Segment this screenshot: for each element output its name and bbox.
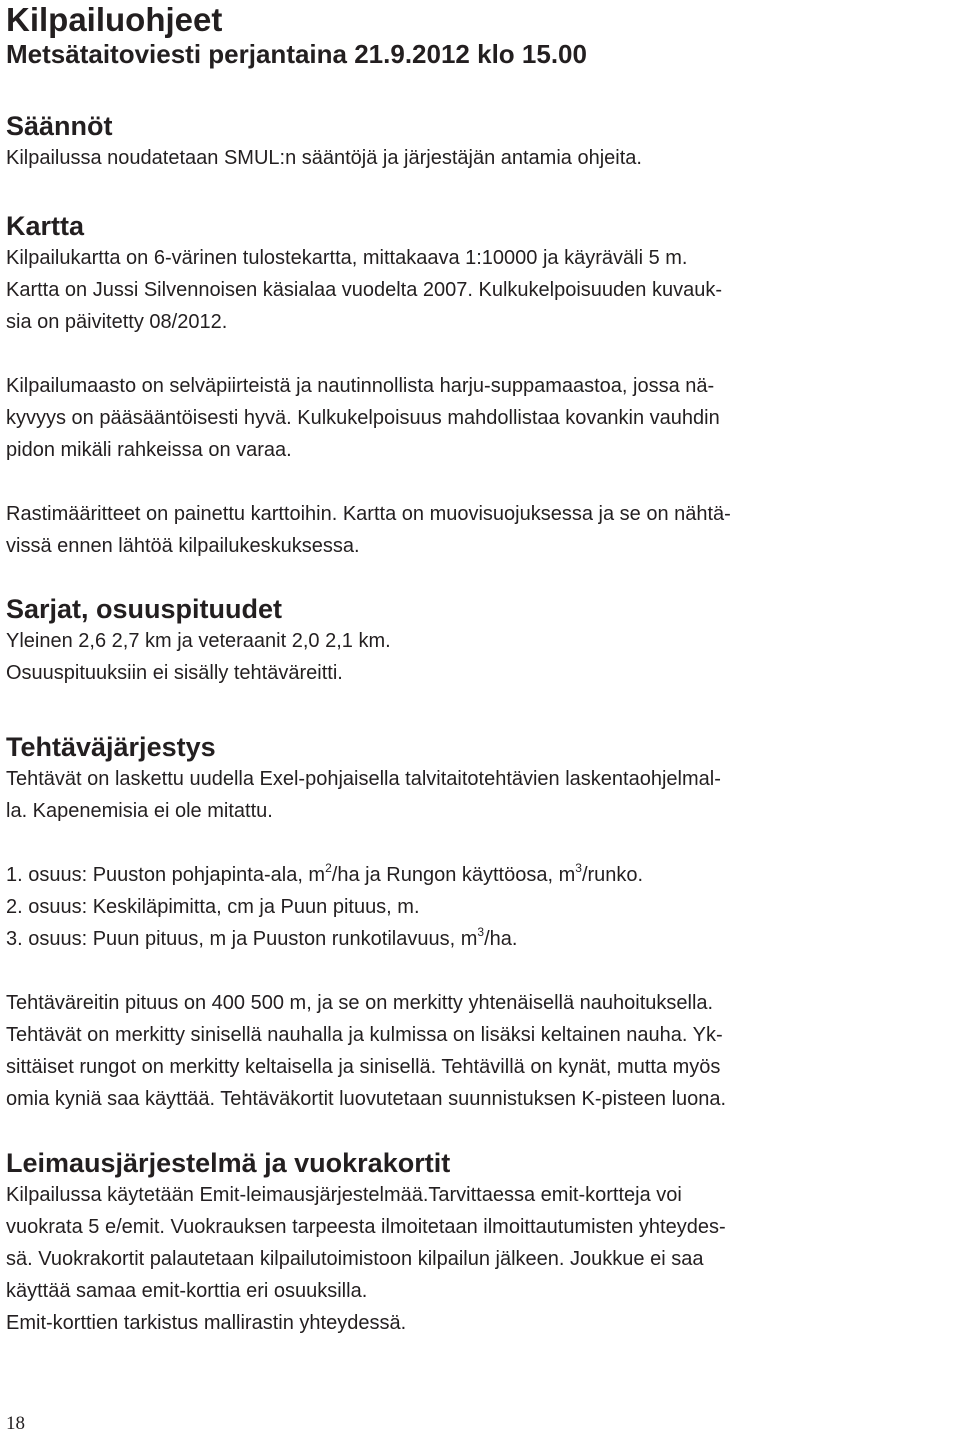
section-saannot xyxy=(6,110,642,174)
text-line: käyttää samaa emit-korttia eri osuuksilla. xyxy=(6,1280,368,1302)
text-line: vissä ennen lähtöä kilpailukeskuksessa. xyxy=(6,535,360,557)
paragraph xyxy=(6,987,726,1115)
paragraph xyxy=(6,498,731,562)
section-tehtava xyxy=(6,731,726,1115)
paragraph xyxy=(6,242,731,338)
task-list xyxy=(6,859,726,955)
text-line: kyvyys on pääsääntöisesti hyvä. Kulkukelpoisuus mahdollistaa kovankin vauhdin xyxy=(6,407,720,429)
text-line: Tehtäväreitin pituus on 400 500 m, ja se on merkitty yhtenäisellä nauhoituksella. xyxy=(6,992,714,1014)
page-title: Kilpailuohjeet xyxy=(6,1,223,38)
text-line: Kilpailukartta on 6-värinen tulostekartta, mittakaava 1:10000 ja käyräväli 5 m. xyxy=(6,247,688,269)
section-sarjat xyxy=(6,593,391,689)
section-heading: Leimausjärjestelmä ja vuokrakortit xyxy=(6,1148,451,1178)
text-line: Tehtävät on laskettu uudella Exel-pohjaisella talvitaitotehtävien laskentaohjelmal- xyxy=(6,768,721,790)
list-item: 1. osuus: Puuston pohjapinta-ala, $m^2/ha$ ja Rungon käyttöosa, $m^3$/runko. xyxy=(6,861,644,886)
text-line: omia kyniä saa käyttää. Tehtäväkortit luovutetaan suunnistuksen K-pisteen luona. xyxy=(6,1088,727,1110)
page-number: 18 xyxy=(6,1413,25,1434)
paragraph xyxy=(6,370,731,466)
section-heading: Säännöt xyxy=(6,111,113,141)
text-line: sia on päivitetty 08/2012. xyxy=(6,311,228,333)
text-line: Kilpailussa noudatetaan SMUL:n sääntöjä ja järjestäjän antamia ohjeita. xyxy=(6,147,642,169)
text-line: pidon mikäli rahkeissa on varaa. xyxy=(6,439,292,461)
text-line: sä. Vuokrakortit palautetaan kilpailutoimistoon kilpailun jälkeen. Joukkue ei saa xyxy=(6,1248,704,1270)
text-line: Osuuspituuksiin ei sisälly tehtäväreitti. xyxy=(6,662,343,684)
section-kartta xyxy=(6,210,731,562)
paragraph xyxy=(6,763,726,827)
section-heading: Sarjat, osuuspituudet xyxy=(6,594,283,624)
page-subtitle: Metsätaitoviesti perjantaina 21.9.2012 klo 15.00 xyxy=(6,39,587,69)
text-line: Rastimääritteet on painettu karttoihin. Kartta on muovisuojuksessa ja se on nähtä- xyxy=(6,503,731,525)
list-item: 3. osuus: Puun pituus, m ja Puuston runkotilavuus, $m^3/ha$. xyxy=(6,925,518,950)
section-leimaus xyxy=(6,1147,726,1339)
list-item: 2. osuus: Keskiläpimitta, cm ja Puun pituus, m. xyxy=(6,896,420,918)
text-line: Kilpailumaasto on selväpiirteistä ja nautinnollista harju-suppamaastoa, jossa nä- xyxy=(6,375,715,397)
text-line: Emit-korttien tarkistus mallirastin yhteydessä. xyxy=(6,1312,407,1334)
text-line: Kartta on Jussi Silvennoisen käsialaa vuodelta 2007. Kulkukelpoisuuden kuvauk- xyxy=(6,279,723,301)
text-line: Kilpailussa käytetään Emit-leimausjärjestelmää.Tarvittaessa emit-kortteja voi xyxy=(6,1184,682,1206)
text-line: Tehtävät on merkitty sinisellä nauhalla ja kulmissa on lisäksi keltainen nauha. Yk- xyxy=(6,1024,723,1046)
section-heading: Tehtäväjärjestys xyxy=(6,732,216,762)
text-line: la. Kapenemisia ei ole mitattu. xyxy=(6,800,273,822)
document-page xyxy=(6,0,956,1334)
section-heading: Kartta xyxy=(6,211,85,241)
text-line: vuokrata 5 e/emit. Vuokrauksen tarpeesta ilmoitetaan ilmoittautumisten yhteydes- xyxy=(6,1216,726,1238)
text-line: Yleinen 2,6 2,7 km ja veteraanit 2,0 2,1 km. xyxy=(6,630,391,652)
text-line: sittäiset rungot on merkitty keltaisella ja sinisellä. Tehtävillä on kynät, mutta myös xyxy=(6,1056,721,1078)
